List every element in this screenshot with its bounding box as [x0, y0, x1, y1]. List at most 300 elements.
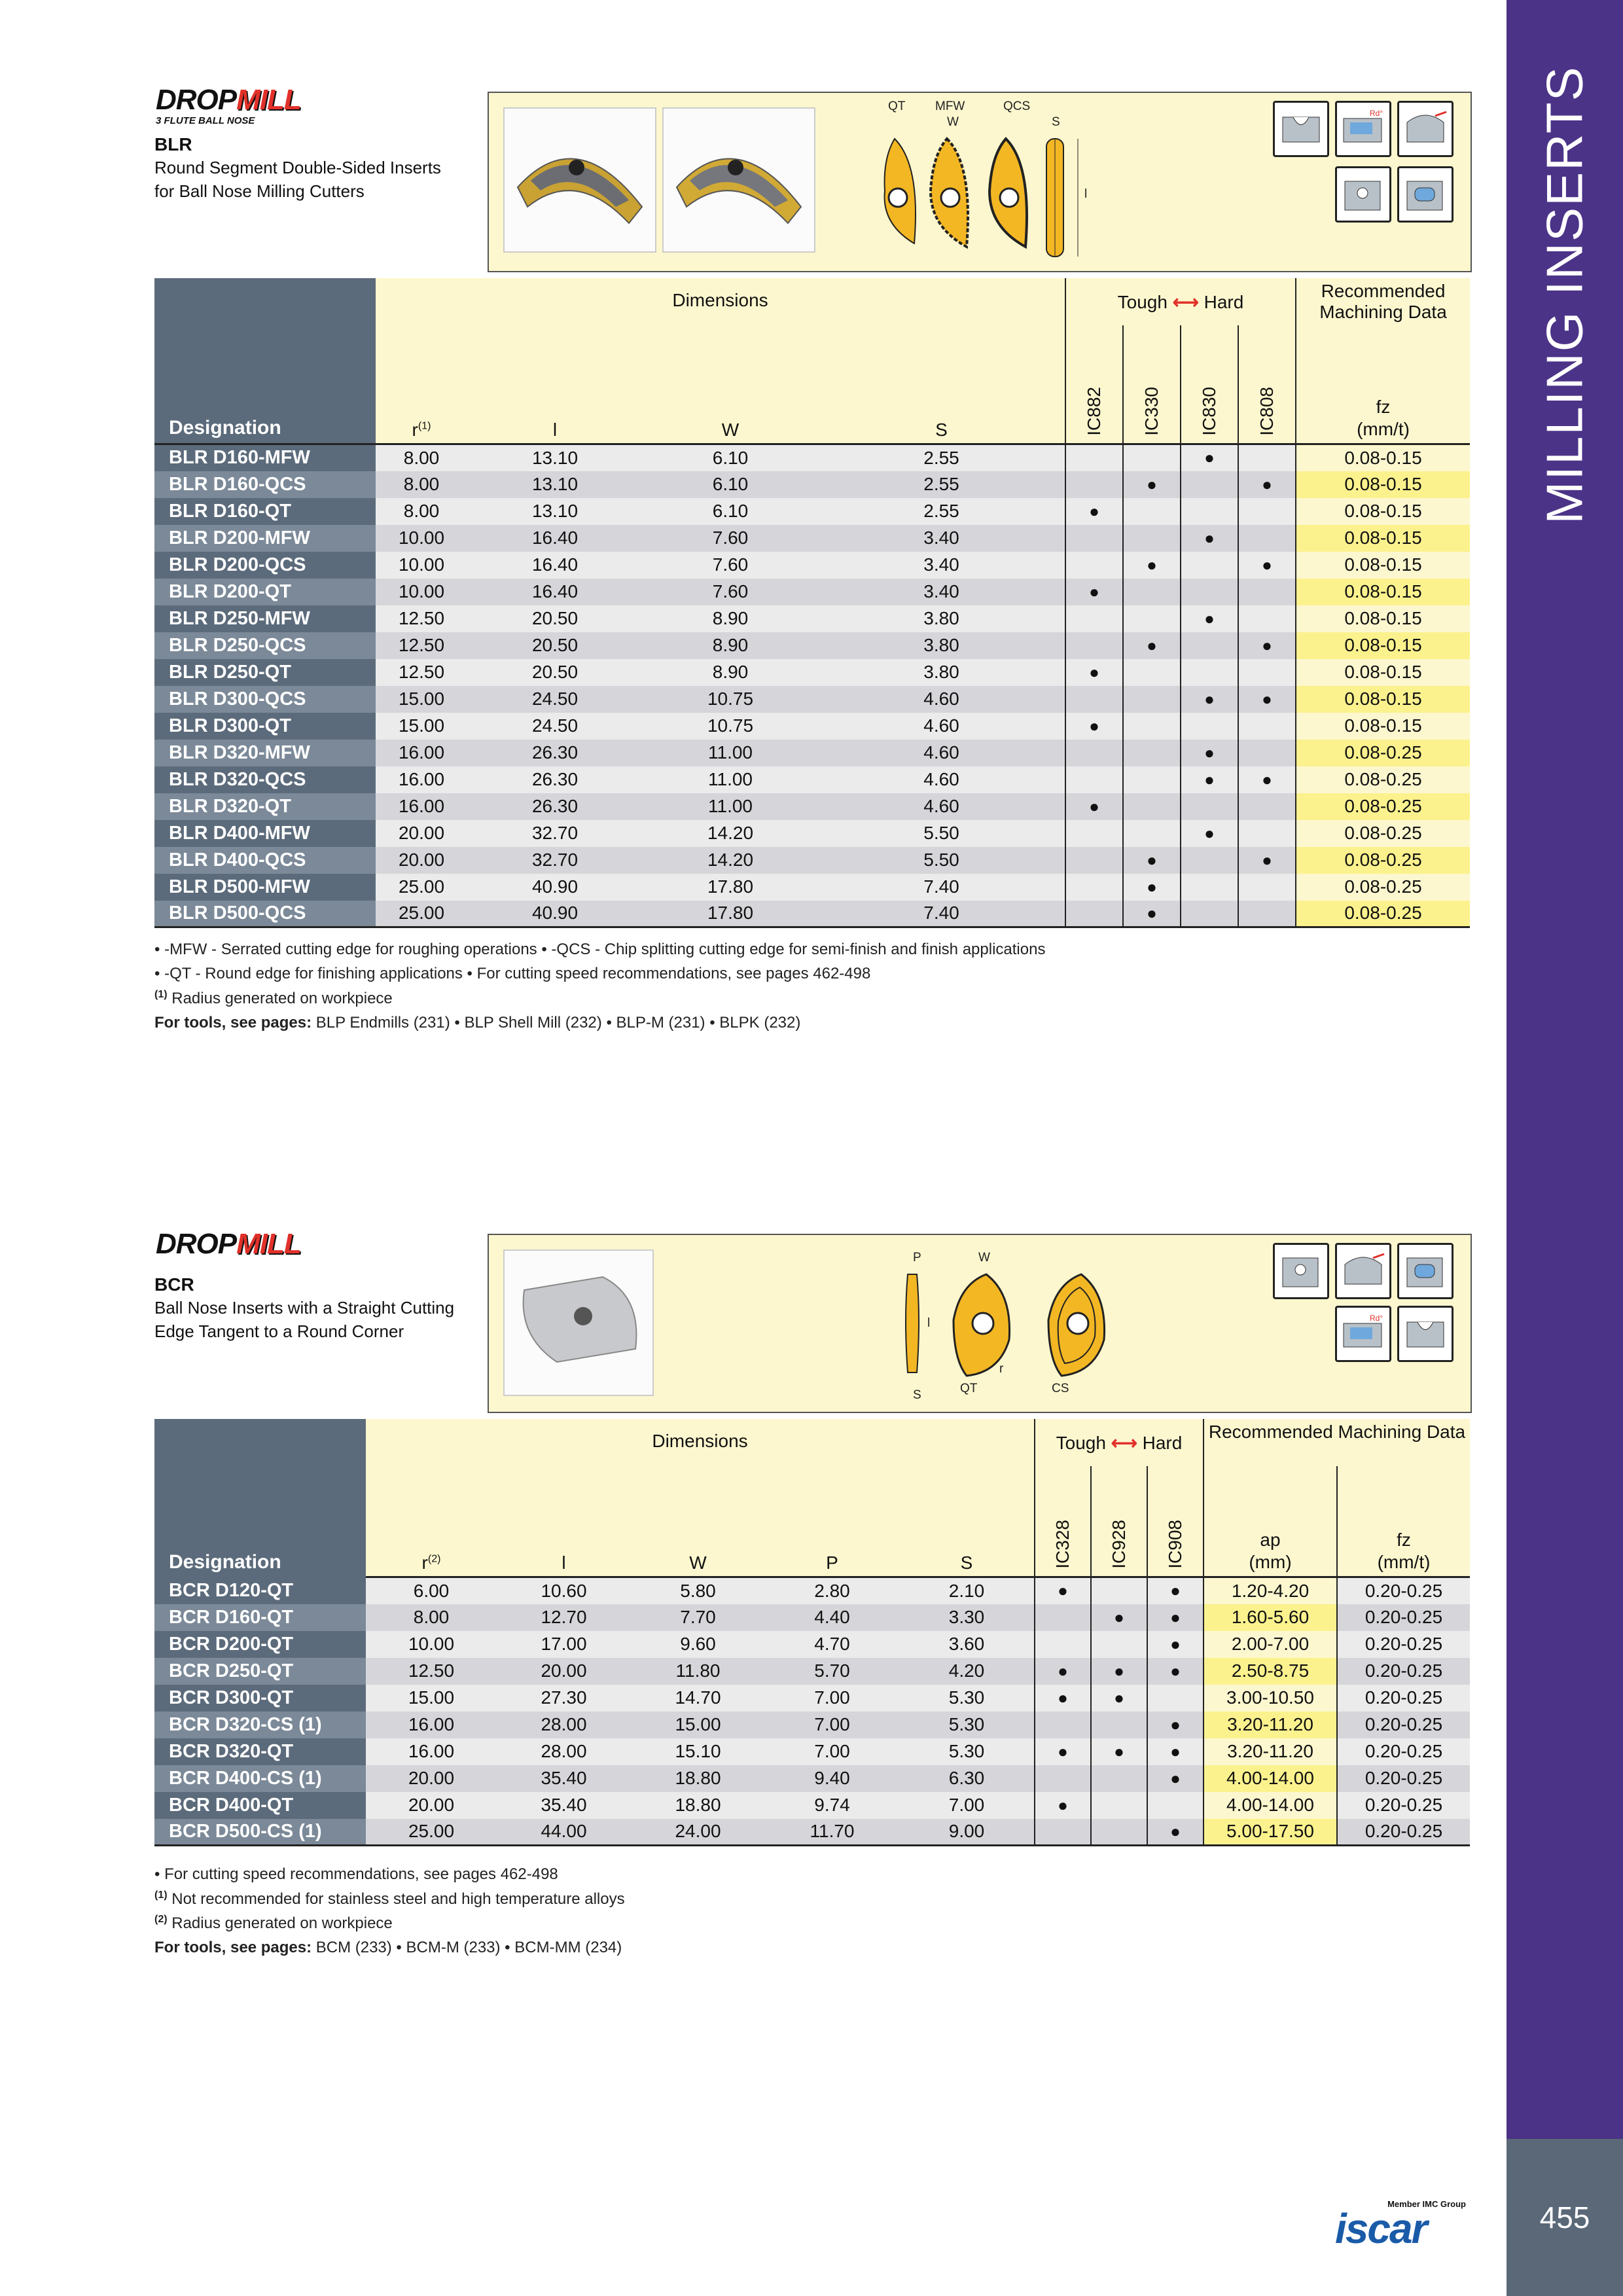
dimension-cell: 14.20 — [643, 847, 818, 874]
ap-cell: 2.50-8.75 — [1204, 1658, 1337, 1685]
dimension-cell: 7.60 — [643, 579, 818, 605]
grade-cell — [1238, 605, 1296, 632]
grade-cell: ● — [1035, 1577, 1091, 1604]
grade-cell — [1035, 1712, 1091, 1738]
grade-cell: ● — [1123, 632, 1181, 659]
dimension-cell: 40.90 — [467, 901, 643, 927]
table-row — [154, 740, 1470, 766]
fz-cell: 0.20-0.25 — [1337, 1819, 1470, 1846]
dimension-cell: 32.70 — [467, 847, 643, 874]
dropmill-logo: DROPMILL — [156, 1228, 301, 1260]
dimension-cell: 18.80 — [631, 1765, 765, 1792]
grade-cell: ● — [1181, 444, 1238, 471]
note-line: • For cutting speed recommendations, see pages 462-498 — [154, 1865, 558, 1883]
dimension-cell: 11.00 — [643, 793, 818, 820]
table-row — [154, 1685, 1470, 1712]
grade-cell — [1065, 847, 1123, 874]
table-row — [154, 874, 1470, 901]
insert-drawings — [875, 93, 1150, 270]
dimension-cell: 15.00 — [376, 713, 467, 740]
col-header-grade: IC830 — [1181, 325, 1238, 444]
grade-cell: ● — [1065, 659, 1123, 686]
fz-cell: 0.08-0.15 — [1296, 471, 1470, 498]
grade-cell — [1065, 471, 1123, 498]
grade-cell: ● — [1123, 847, 1181, 874]
designation-cell: BCR D160-QT — [154, 1604, 366, 1631]
dimension-cell: 11.00 — [643, 766, 818, 793]
svg-text:Rd°: Rd° — [1370, 109, 1383, 118]
grade-cell — [1123, 579, 1181, 605]
designation-cell: BLR D300-QT — [154, 713, 376, 740]
grade-cell: ● — [1065, 713, 1123, 740]
dimension-cell: 8.00 — [366, 1604, 497, 1631]
fz-cell: 0.20-0.25 — [1337, 1712, 1470, 1738]
note-radius: $^{(1)}$ Radius generated on workpiece — [154, 989, 393, 1007]
designation-cell: BLR D250-QCS — [154, 632, 376, 659]
grade-cell — [1123, 686, 1181, 713]
dimension-cell: 12.50 — [376, 659, 467, 686]
fz-cell: 0.08-0.15 — [1296, 525, 1470, 552]
fz-cell: 0.08-0.25 — [1296, 820, 1470, 847]
drawing-label-s: S — [1052, 115, 1060, 129]
grade-cell: ● — [1147, 1631, 1204, 1658]
tools-reference: For tools, see pages: BLP Endmills (231) • BLP Shell Mill (232) • BLP-M (231) • BLPK (232) — [154, 1014, 801, 1031]
dimension-cell: 7.40 — [818, 874, 1065, 901]
grade-cell — [1065, 632, 1123, 659]
grade-cell — [1123, 793, 1181, 820]
grade-cell — [1123, 713, 1181, 740]
drawing-label-qt: QT — [888, 99, 906, 113]
grade-cell — [1091, 1712, 1147, 1738]
designation-cell: BLR D400-QCS — [154, 847, 376, 874]
dimension-cell: 20.00 — [366, 1765, 497, 1792]
table-row — [154, 686, 1470, 713]
fz-cell: 0.08-0.15 — [1296, 713, 1470, 740]
grade-cell — [1238, 525, 1296, 552]
fz-cell: 0.20-0.25 — [1337, 1604, 1470, 1631]
grade-cell — [1238, 820, 1296, 847]
grade-cell — [1035, 1765, 1091, 1792]
dimension-cell: 6.10 — [643, 471, 818, 498]
dimension-cell: 20.00 — [376, 847, 467, 874]
dimension-cell: 7.70 — [631, 1604, 765, 1631]
fz-cell: 0.08-0.25 — [1296, 847, 1470, 874]
drawing-label-mfw: MFW — [935, 99, 965, 113]
col-header-l: l — [467, 325, 643, 444]
grade-cell: ● — [1181, 686, 1238, 713]
grade-cell — [1091, 1631, 1147, 1658]
grade-cell — [1091, 1792, 1147, 1819]
table-row — [154, 525, 1470, 552]
col-header-designation: Designation — [154, 1419, 366, 1577]
grade-cell: ● — [1123, 471, 1181, 498]
ap-cell: 4.00-14.00 — [1204, 1765, 1337, 1792]
grade-cell — [1147, 1685, 1204, 1712]
product-description: Round Segment Double-Sided Inserts for Ball Nose Milling Cutters — [154, 158, 441, 201]
application-icon — [1397, 1243, 1454, 1299]
grade-cell — [1181, 659, 1238, 686]
dimension-cell: 3.60 — [899, 1631, 1035, 1658]
dimension-cell: 8.90 — [643, 659, 818, 686]
dimension-cell: 25.00 — [376, 874, 467, 901]
fz-cell: 0.08-0.15 — [1296, 444, 1470, 471]
grade-cell — [1181, 498, 1238, 525]
designation-cell: BCR D320-CS (1) — [154, 1712, 366, 1738]
table-row — [154, 713, 1470, 740]
col-header-designation: Designation — [154, 278, 376, 444]
sidebar-title: MILLING INSERTS — [1535, 65, 1594, 524]
dimension-cell: 10.00 — [366, 1631, 497, 1658]
dimension-cell: 35.40 — [497, 1765, 631, 1792]
dimension-cell: 35.40 — [497, 1792, 631, 1819]
col-header-p: P — [765, 1466, 899, 1577]
dimension-cell: 17.00 — [497, 1631, 631, 1658]
dimension-cell: 15.00 — [631, 1712, 765, 1738]
dimension-cell: 10.60 — [497, 1577, 631, 1604]
dimension-cell: 2.55 — [818, 498, 1065, 525]
svg-text:Rd°: Rd° — [1370, 1314, 1383, 1323]
col-header-r: $r^{(1)}$ — [376, 325, 467, 444]
dimension-cell: 11.70 — [765, 1819, 899, 1846]
dimension-cell: 7.00 — [765, 1685, 899, 1712]
dimension-cell: 2.10 — [899, 1577, 1035, 1604]
drawing-label-w: W — [978, 1251, 990, 1265]
drawing-label-qcs: QCS — [1003, 99, 1031, 113]
dimension-cell: 12.50 — [376, 632, 467, 659]
grade-cell — [1238, 874, 1296, 901]
note-radius: $^{(2)}$ Radius generated on workpiece — [154, 1914, 393, 1932]
dimension-cell: 11.80 — [631, 1658, 765, 1685]
dropmill-logo: DROPMILL — [156, 84, 301, 116]
table-row — [154, 1577, 1470, 1604]
grade-cell — [1238, 713, 1296, 740]
grade-cell: ● — [1181, 820, 1238, 847]
dimension-cell: 4.40 — [765, 1604, 899, 1631]
fz-cell: 0.20-0.25 — [1337, 1685, 1470, 1712]
dimension-cell: 3.80 — [818, 632, 1065, 659]
grade-cell — [1123, 444, 1181, 471]
fz-cell: 0.08-0.15 — [1296, 498, 1470, 525]
table-row — [154, 498, 1470, 525]
dimension-cell: 6.00 — [366, 1577, 497, 1604]
grade-cell: ● — [1035, 1792, 1091, 1819]
fz-cell: 0.20-0.25 — [1337, 1738, 1470, 1765]
grade-cell: ● — [1035, 1738, 1091, 1765]
dimension-cell: 4.60 — [818, 713, 1065, 740]
grade-cell: ● — [1091, 1604, 1147, 1631]
application-icon — [1397, 101, 1454, 157]
table-row — [154, 901, 1470, 927]
grade-cell — [1238, 659, 1296, 686]
designation-cell: BCR D500-CS (1) — [154, 1819, 366, 1846]
col-header-fz: fz (mm/t) — [1337, 1466, 1470, 1577]
dimension-cell: 13.10 — [467, 444, 643, 471]
grade-cell: ● — [1181, 525, 1238, 552]
table-row — [154, 1765, 1470, 1792]
col-header-w: W — [631, 1466, 765, 1577]
dimension-cell: 24.50 — [467, 713, 643, 740]
dimension-cell: 3.40 — [818, 579, 1065, 605]
table-row — [154, 1631, 1470, 1658]
dimension-cell: 7.00 — [899, 1792, 1035, 1819]
dimension-cell: 2.55 — [818, 471, 1065, 498]
grade-cell: ● — [1147, 1712, 1204, 1738]
grade-cell: ● — [1091, 1685, 1147, 1712]
dimension-cell: 12.50 — [376, 605, 467, 632]
product-image-panel — [488, 1234, 1472, 1413]
table-row — [154, 1819, 1470, 1846]
insert-photo — [503, 1249, 654, 1396]
dimension-cell: 16.00 — [376, 766, 467, 793]
grade-cell — [1123, 605, 1181, 632]
grade-cell — [1065, 874, 1123, 901]
dimension-cell: 6.10 — [643, 444, 818, 471]
blr-table-body — [154, 444, 1470, 927]
designation-cell: BCR D400-CS (1) — [154, 1765, 366, 1792]
insert-photo — [662, 107, 815, 253]
table-row — [154, 444, 1470, 471]
dimension-cell: 3.80 — [818, 605, 1065, 632]
insert-photo — [503, 107, 656, 253]
iscar-logo: Member IMC Group iscar — [1335, 2199, 1466, 2252]
grade-cell: ● — [1238, 632, 1296, 659]
dimension-cell: 7.60 — [643, 552, 818, 579]
fz-cell: 0.08-0.25 — [1296, 766, 1470, 793]
designation-cell: BLR D200-QCS — [154, 552, 376, 579]
dimension-cell: 3.80 — [818, 659, 1065, 686]
dimension-cell: 10.00 — [376, 579, 467, 605]
table-row — [154, 1792, 1470, 1819]
designation-cell: BLR D500-MFW — [154, 874, 376, 901]
dimension-cell: 20.50 — [467, 659, 643, 686]
grade-cell — [1238, 579, 1296, 605]
designation-cell: BCR D300-QT — [154, 1685, 366, 1712]
designation-cell: BLR D300-QCS — [154, 686, 376, 713]
dimension-cell: 26.30 — [467, 766, 643, 793]
fz-cell: 0.20-0.25 — [1337, 1577, 1470, 1604]
designation-cell: BCR D250-QT — [154, 1658, 366, 1685]
dimension-cell: 5.80 — [631, 1577, 765, 1604]
designation-cell: BLR D320-MFW — [154, 740, 376, 766]
grade-cell: ● — [1147, 1765, 1204, 1792]
table-row — [154, 471, 1470, 498]
grade-cell: ● — [1181, 605, 1238, 632]
grade-cell — [1147, 1792, 1204, 1819]
dimension-cell: 17.80 — [643, 901, 818, 927]
dimension-cell: 4.60 — [818, 793, 1065, 820]
designation-cell: BLR D160-MFW — [154, 444, 376, 471]
dimension-cell: 15.10 — [631, 1738, 765, 1765]
dimension-cell: 13.10 — [467, 471, 643, 498]
dimension-cell: 26.30 — [467, 793, 643, 820]
grade-cell — [1181, 579, 1238, 605]
col-header-fz: fz (mm/t) — [1296, 325, 1470, 444]
dimension-cell: 5.30 — [899, 1738, 1035, 1765]
tough-hard-arrow-icon: ⟷ — [1111, 1432, 1137, 1453]
dimension-cell: 5.30 — [899, 1712, 1035, 1738]
table-row — [154, 820, 1470, 847]
product-code: BCR — [154, 1274, 194, 1295]
dimension-cell: 8.00 — [376, 498, 467, 525]
grade-cell: ● — [1147, 1819, 1204, 1846]
dimension-cell: 9.60 — [631, 1631, 765, 1658]
table-row — [154, 847, 1470, 874]
designation-cell: BLR D250-QT — [154, 659, 376, 686]
dimension-cell: 5.70 — [765, 1658, 899, 1685]
dimension-cell: 24.00 — [631, 1819, 765, 1846]
dimension-cell: 15.00 — [366, 1685, 497, 1712]
dimension-cell: 3.40 — [818, 552, 1065, 579]
dimension-cell: 20.00 — [376, 820, 467, 847]
grade-cell — [1181, 552, 1238, 579]
designation-cell: BLR D160-QT — [154, 498, 376, 525]
fz-cell: 0.08-0.25 — [1296, 793, 1470, 820]
bcr-table-body — [154, 1577, 1470, 1846]
application-icon — [1397, 1306, 1454, 1362]
dimension-cell: 40.90 — [467, 874, 643, 901]
grade-cell: ● — [1065, 579, 1123, 605]
grade-cell: ● — [1238, 847, 1296, 874]
fz-cell: 0.08-0.15 — [1296, 632, 1470, 659]
grade-cell — [1123, 525, 1181, 552]
dimension-cell: 12.50 — [366, 1658, 497, 1685]
table-row — [154, 659, 1470, 686]
grade-cell — [1181, 874, 1238, 901]
grade-cell — [1181, 847, 1238, 874]
bcr-insert-table — [154, 1419, 1470, 1846]
dimension-cell: 4.60 — [818, 686, 1065, 713]
dimension-cell: 9.74 — [765, 1792, 899, 1819]
col-header-grade: IC882 — [1065, 325, 1123, 444]
grade-cell — [1123, 659, 1181, 686]
col-header-grade: IC330 — [1123, 325, 1181, 444]
tools-reference: For tools, see pages: BCM (233) • BCM-M (233) • BCM-MM (234) — [154, 1939, 622, 1956]
grade-cell — [1065, 766, 1123, 793]
fz-cell: 0.08-0.15 — [1296, 552, 1470, 579]
blr-insert-table — [154, 278, 1470, 928]
grade-cell: ● — [1181, 766, 1238, 793]
dimension-cell: 8.00 — [376, 444, 467, 471]
dimension-cell: 14.70 — [631, 1685, 765, 1712]
col-header-r: $r^{(2)}$ — [366, 1466, 497, 1577]
dimension-cell: 20.50 — [467, 605, 643, 632]
grade-cell: ● — [1147, 1577, 1204, 1604]
col-header-grade: IC928 — [1091, 1466, 1147, 1577]
dimension-cell: 25.00 — [376, 901, 467, 927]
grade-cell — [1035, 1631, 1091, 1658]
dimension-cell: 13.10 — [467, 498, 643, 525]
ap-cell: 3.20-11.20 — [1204, 1738, 1337, 1765]
table-row — [154, 1738, 1470, 1765]
grade-cell: ● — [1147, 1604, 1204, 1631]
grade-cell — [1238, 901, 1296, 927]
header-tough-hard: Tough ⟷ Hard — [1065, 278, 1296, 325]
insert-drawings — [855, 1235, 1156, 1410]
designation-cell: BCR D400-QT — [154, 1792, 366, 1819]
grade-cell: ● — [1035, 1658, 1091, 1685]
header-tough-hard: Tough ⟷ Hard — [1035, 1419, 1204, 1466]
ap-cell: 3.20-11.20 — [1204, 1712, 1337, 1738]
grade-cell — [1065, 525, 1123, 552]
table-row — [154, 552, 1470, 579]
dimension-cell: 7.40 — [818, 901, 1065, 927]
dimension-cell: 10.75 — [643, 686, 818, 713]
application-icon — [1335, 1243, 1391, 1299]
fz-cell: 0.08-0.25 — [1296, 740, 1470, 766]
drawing-label-qt: QT — [960, 1382, 978, 1395]
product-code: BLR — [154, 134, 192, 154]
designation-cell: BLR D320-QCS — [154, 766, 376, 793]
dimension-cell: 16.00 — [376, 793, 467, 820]
designation-cell: BLR D250-MFW — [154, 605, 376, 632]
table-row — [154, 793, 1470, 820]
dimension-cell: 5.50 — [818, 820, 1065, 847]
col-header-s: S — [899, 1466, 1035, 1577]
ap-cell: 3.00-10.50 — [1204, 1685, 1337, 1712]
product-description: Ball Nose Inserts with a Straight Cutting Edge Tangent to a Round Corner — [154, 1298, 455, 1341]
header-dimensions: Dimensions — [376, 278, 1065, 325]
grade-cell — [1238, 740, 1296, 766]
table-row — [154, 1604, 1470, 1631]
dimension-cell: 18.80 — [631, 1792, 765, 1819]
grade-cell: ● — [1123, 552, 1181, 579]
product-image-panel — [488, 92, 1472, 272]
grade-cell — [1065, 686, 1123, 713]
dimension-cell: 7.00 — [765, 1712, 899, 1738]
dimension-cell: 11.00 — [643, 740, 818, 766]
dimension-cell: 16.00 — [376, 740, 467, 766]
grade-cell — [1181, 793, 1238, 820]
page-number: 455 — [1507, 2139, 1623, 2296]
col-header-l: l — [497, 1466, 631, 1577]
col-header-s: S — [818, 325, 1065, 444]
fz-cell: 0.20-0.25 — [1337, 1792, 1470, 1819]
ap-cell: 1.60-5.60 — [1204, 1604, 1337, 1631]
dimension-cell: 4.60 — [818, 740, 1065, 766]
dimension-cell: 9.00 — [899, 1819, 1035, 1846]
grade-cell: ● — [1147, 1658, 1204, 1685]
grade-cell — [1123, 740, 1181, 766]
dimension-cell: 12.70 — [497, 1604, 631, 1631]
col-header-w: W — [643, 325, 818, 444]
grade-cell — [1181, 471, 1238, 498]
designation-cell: BCR D200-QT — [154, 1631, 366, 1658]
drawing-label-s: S — [913, 1388, 921, 1402]
dimension-cell: 2.80 — [765, 1577, 899, 1604]
table-row — [154, 632, 1470, 659]
dimension-cell: 10.00 — [376, 552, 467, 579]
header-recommended: Recommended Machining Data — [1296, 278, 1470, 325]
application-icon — [1273, 101, 1329, 157]
grade-cell — [1091, 1765, 1147, 1792]
fz-cell: 0.08-0.15 — [1296, 605, 1470, 632]
dimension-cell: 5.50 — [818, 847, 1065, 874]
logo-subtitle: 3 FLUTE BALL NOSE — [156, 115, 255, 126]
designation-cell: BLR D400-MFW — [154, 820, 376, 847]
dimension-cell: 20.50 — [467, 632, 643, 659]
drawing-label-p: P — [913, 1251, 921, 1265]
dimension-cell: 4.20 — [899, 1658, 1035, 1685]
grade-cell — [1238, 498, 1296, 525]
dimension-cell: 6.30 — [899, 1765, 1035, 1792]
grade-cell: ● — [1035, 1685, 1091, 1712]
dimension-cell: 20.00 — [366, 1792, 497, 1819]
grade-cell — [1238, 793, 1296, 820]
dimension-cell: 25.00 — [366, 1819, 497, 1846]
ap-cell: 4.00-14.00 — [1204, 1792, 1337, 1819]
application-icon — [1335, 1306, 1391, 1362]
dimension-cell: 14.20 — [643, 820, 818, 847]
